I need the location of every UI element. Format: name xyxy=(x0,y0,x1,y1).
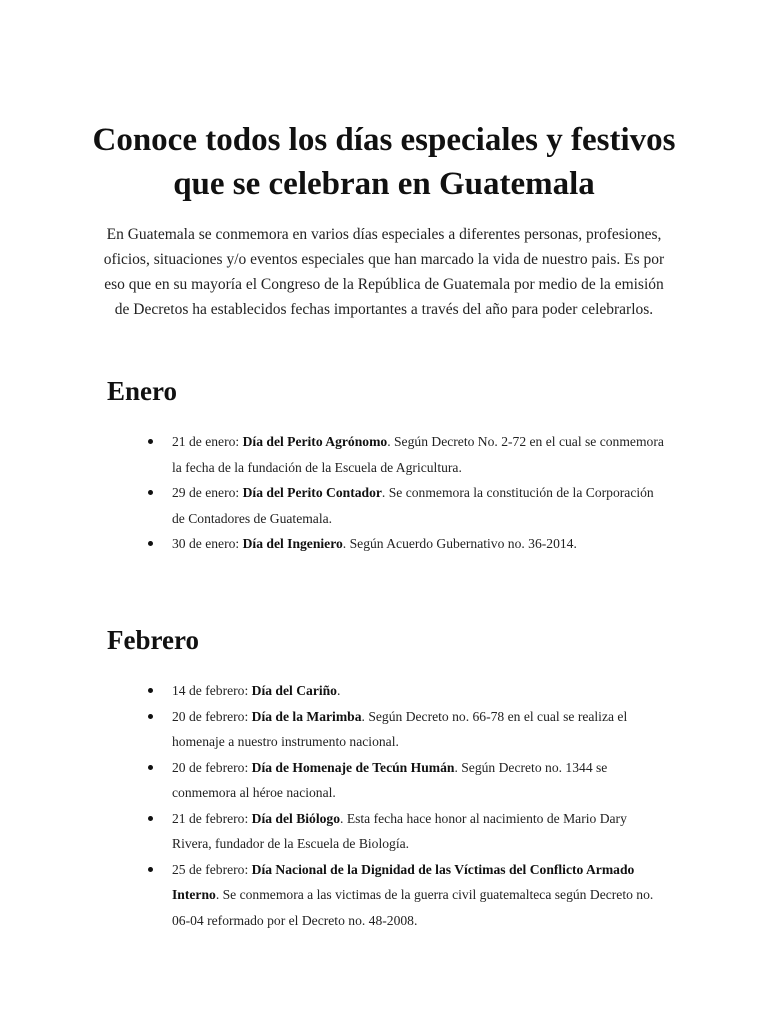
holiday-description: . Según Decreto no. 66-78 en el cual se realiza el homenaje a nuestro instrumento nacional. xyxy=(172,708,628,749)
list-item xyxy=(148,531,668,557)
holiday-date: 20 de febrero: xyxy=(172,759,252,775)
list-item xyxy=(148,857,668,934)
holiday-name: Día Nacional de la Dignidad de las Víctimas del Conflicto Armado Interno xyxy=(172,861,635,902)
holiday-name: Día del Perito Agrónomo xyxy=(242,434,388,449)
holiday-date: 29 de enero: xyxy=(172,485,243,500)
bullet-icon xyxy=(148,490,153,495)
holiday-name: Día de la Marimba xyxy=(251,708,362,724)
holiday-date: 20 de febrero: xyxy=(172,708,252,724)
list-item xyxy=(148,704,668,755)
holiday-description: . Según Acuerdo Gubernativo no. 36-2014. xyxy=(342,536,577,551)
bullet-icon xyxy=(148,714,153,719)
holiday-date: 30 de enero: xyxy=(172,536,243,551)
bullet-icon xyxy=(148,541,153,546)
holiday-date: 14 de febrero: xyxy=(172,683,252,698)
bullet-icon xyxy=(148,688,153,693)
list-item xyxy=(148,678,668,704)
holiday-description: . Se conmemora la constitución de la Corporación de Contadores de Guatemala. xyxy=(172,485,654,526)
list-item xyxy=(148,429,668,480)
holiday-description: . Según Decreto no. 1344 se conmemora al héroe nacional. xyxy=(172,759,608,800)
holiday-description: . xyxy=(336,683,341,698)
month-heading-enero: Enero xyxy=(107,376,178,406)
holiday-description: . Según Decreto No. 2-72 en el cual se conmemora la fecha de la fundación de la Escuela de Agricultura. xyxy=(172,434,664,475)
holiday-name: Día del Perito Contador xyxy=(242,485,382,500)
month-heading-febrero: Febrero xyxy=(107,625,199,655)
holiday-list-enero xyxy=(148,429,668,557)
list-item xyxy=(148,806,668,857)
holiday-description: . Esta fecha hace honor al nacimiento de Mario Dary Rivera, fundador de la Escuela de Biología. xyxy=(172,810,627,851)
holiday-name: Día del Cariño xyxy=(251,683,337,698)
bullet-icon xyxy=(148,867,153,872)
holiday-name: Día del Biólogo xyxy=(251,810,341,826)
bullet-icon xyxy=(148,765,153,770)
list-item xyxy=(148,755,668,806)
holiday-name: Día del Ingeniero xyxy=(242,536,343,551)
holiday-name: Día de Homenaje de Tecún Humán xyxy=(251,759,455,775)
intro-paragraph: En Guatemala se conmemora en varios días especiales a diferentes personas, profesiones, oficios, situaciones y/o eventos especiales que han marcado la vida de nuestro pais. Es por eso que en su mayoría el Congreso de la República de Guatemala por medio de la emisión de Decretos ha establecidos fechas importantes a través del año para poder celebrarlos. xyxy=(103,226,665,318)
holiday-date: 21 de febrero: xyxy=(172,810,252,826)
holiday-description: . Se conmemora a las victimas de la guerra civil guatemalteca según Decreto no. 06-04 reformado por el Decreto no. 48-2008. xyxy=(172,887,654,928)
holiday-date: 25 de febrero: xyxy=(172,861,252,877)
list-item xyxy=(148,480,668,531)
bullet-icon xyxy=(148,816,153,821)
page-title: Conoce todos los días especiales y festivos que se celebran en Guatemala xyxy=(92,122,676,202)
bullet-icon xyxy=(148,439,153,444)
holiday-list-febrero xyxy=(148,678,668,933)
holiday-date: 21 de enero: xyxy=(172,434,243,449)
